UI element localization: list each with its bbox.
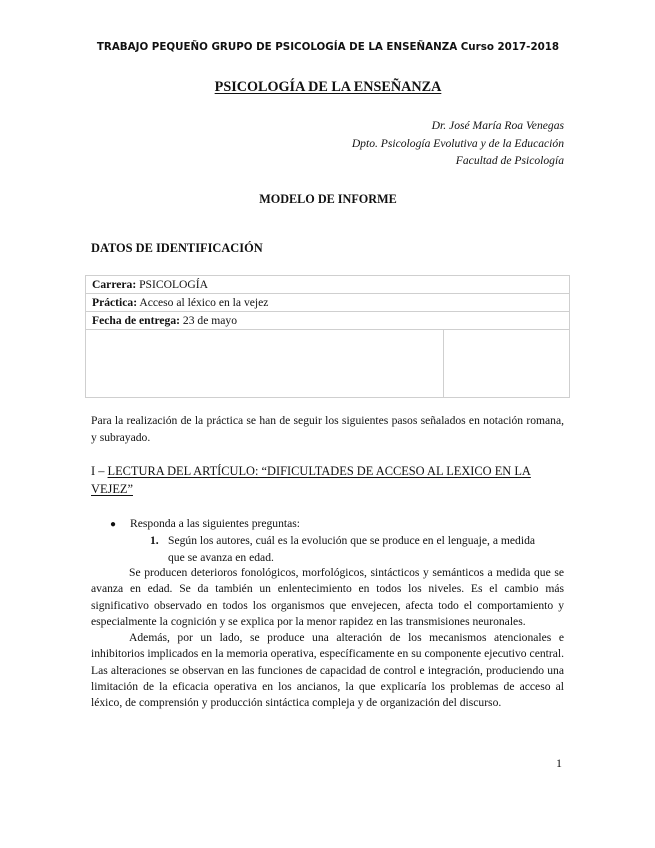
table-cell [86, 276, 570, 294]
author-block [352, 117, 564, 170]
question-number: 1. [150, 534, 159, 547]
field-label: Práctica: [92, 296, 138, 309]
table-cell [86, 312, 570, 330]
running-header: TRABAJO PEQUEÑO GRUPO DE PSICOLOGÍA DE LA ENSEÑANZA Curso 2017-2018 [96, 41, 560, 53]
question-text: Según los autores, cuál es la evolución que se produce en el lenguaje, a medida que se avanza en edad. [168, 534, 536, 564]
author-department: Dpto. Psicología Evolutiva y de la Educación [351, 136, 564, 150]
empty-cell [444, 330, 570, 398]
author-name: Dr. José María Roa Venegas [431, 119, 564, 132]
table-cell [86, 294, 570, 312]
field-label: Carrera: [92, 278, 137, 291]
table-row [86, 276, 570, 294]
document-title: MODELO DE INFORME [259, 192, 397, 206]
table-row [86, 312, 570, 330]
table-row [86, 294, 570, 312]
field-value: Acceso al léxico en la vejez [139, 296, 269, 309]
question-item [150, 532, 540, 566]
course-title: PSICOLOGÍA DE LA ENSEÑANZA [214, 79, 442, 95]
list-item [110, 515, 300, 533]
empty-cell [86, 330, 444, 398]
bullet-text: Responda a las siguientes preguntas: [130, 517, 301, 530]
identification-heading: DATOS DE IDENTIFICACIÓN [91, 241, 263, 255]
field-label: Fecha de entrega: [92, 314, 181, 327]
field-value: PSICOLOGÍA [139, 278, 209, 291]
field-value: 23 de mayo [182, 314, 238, 327]
section-title: LECTURA DEL ARTÍCULO: “DIFICULTADES DE ACCESO AL LEXICO EN LA VEJEZ” [91, 464, 531, 496]
intro-paragraph: Para la realización de la práctica se han de seguir los siguientes pasos señalados en notación romana, y subrayado. [91, 414, 564, 444]
answer-text [91, 565, 564, 712]
section-heading-i [91, 463, 564, 498]
page-number: 1 [556, 756, 562, 770]
answer-paragraph: Se producen deterioros fonológicos, morfológicos, sintácticos y semánticos a medida que se avanza en edad. Se da también un enlentecimiento en todos los niveles. Es el cambio más significativo observado en todos los organismos que envejecen, afecta todo el comportamiento y especialmente la cognición y se explica por la menor rapidez en las transmisiones neuronales. [91, 566, 564, 628]
identification-table [85, 275, 570, 398]
section-number: I – [91, 464, 105, 478]
bullet-icon: ● [110, 519, 117, 530]
table-row [86, 330, 570, 398]
author-faculty: Facultad de Psicología [455, 154, 564, 167]
answer-paragraph: Además, por un lado, se produce una alteración de los mecanismos atencionales e inhibitorios implicados en la memoria operativa, específicamente en su componente ejecutivo central. Las alteraciones se observan en las funciones de capacidad de control e integración, produciendo una limitación de la eficacia operativa en los ancianos, la que explicaría los problemas de acceso al léxico, de comprensión y producción sintáctica compleja y de organización del discurso. [91, 631, 564, 710]
